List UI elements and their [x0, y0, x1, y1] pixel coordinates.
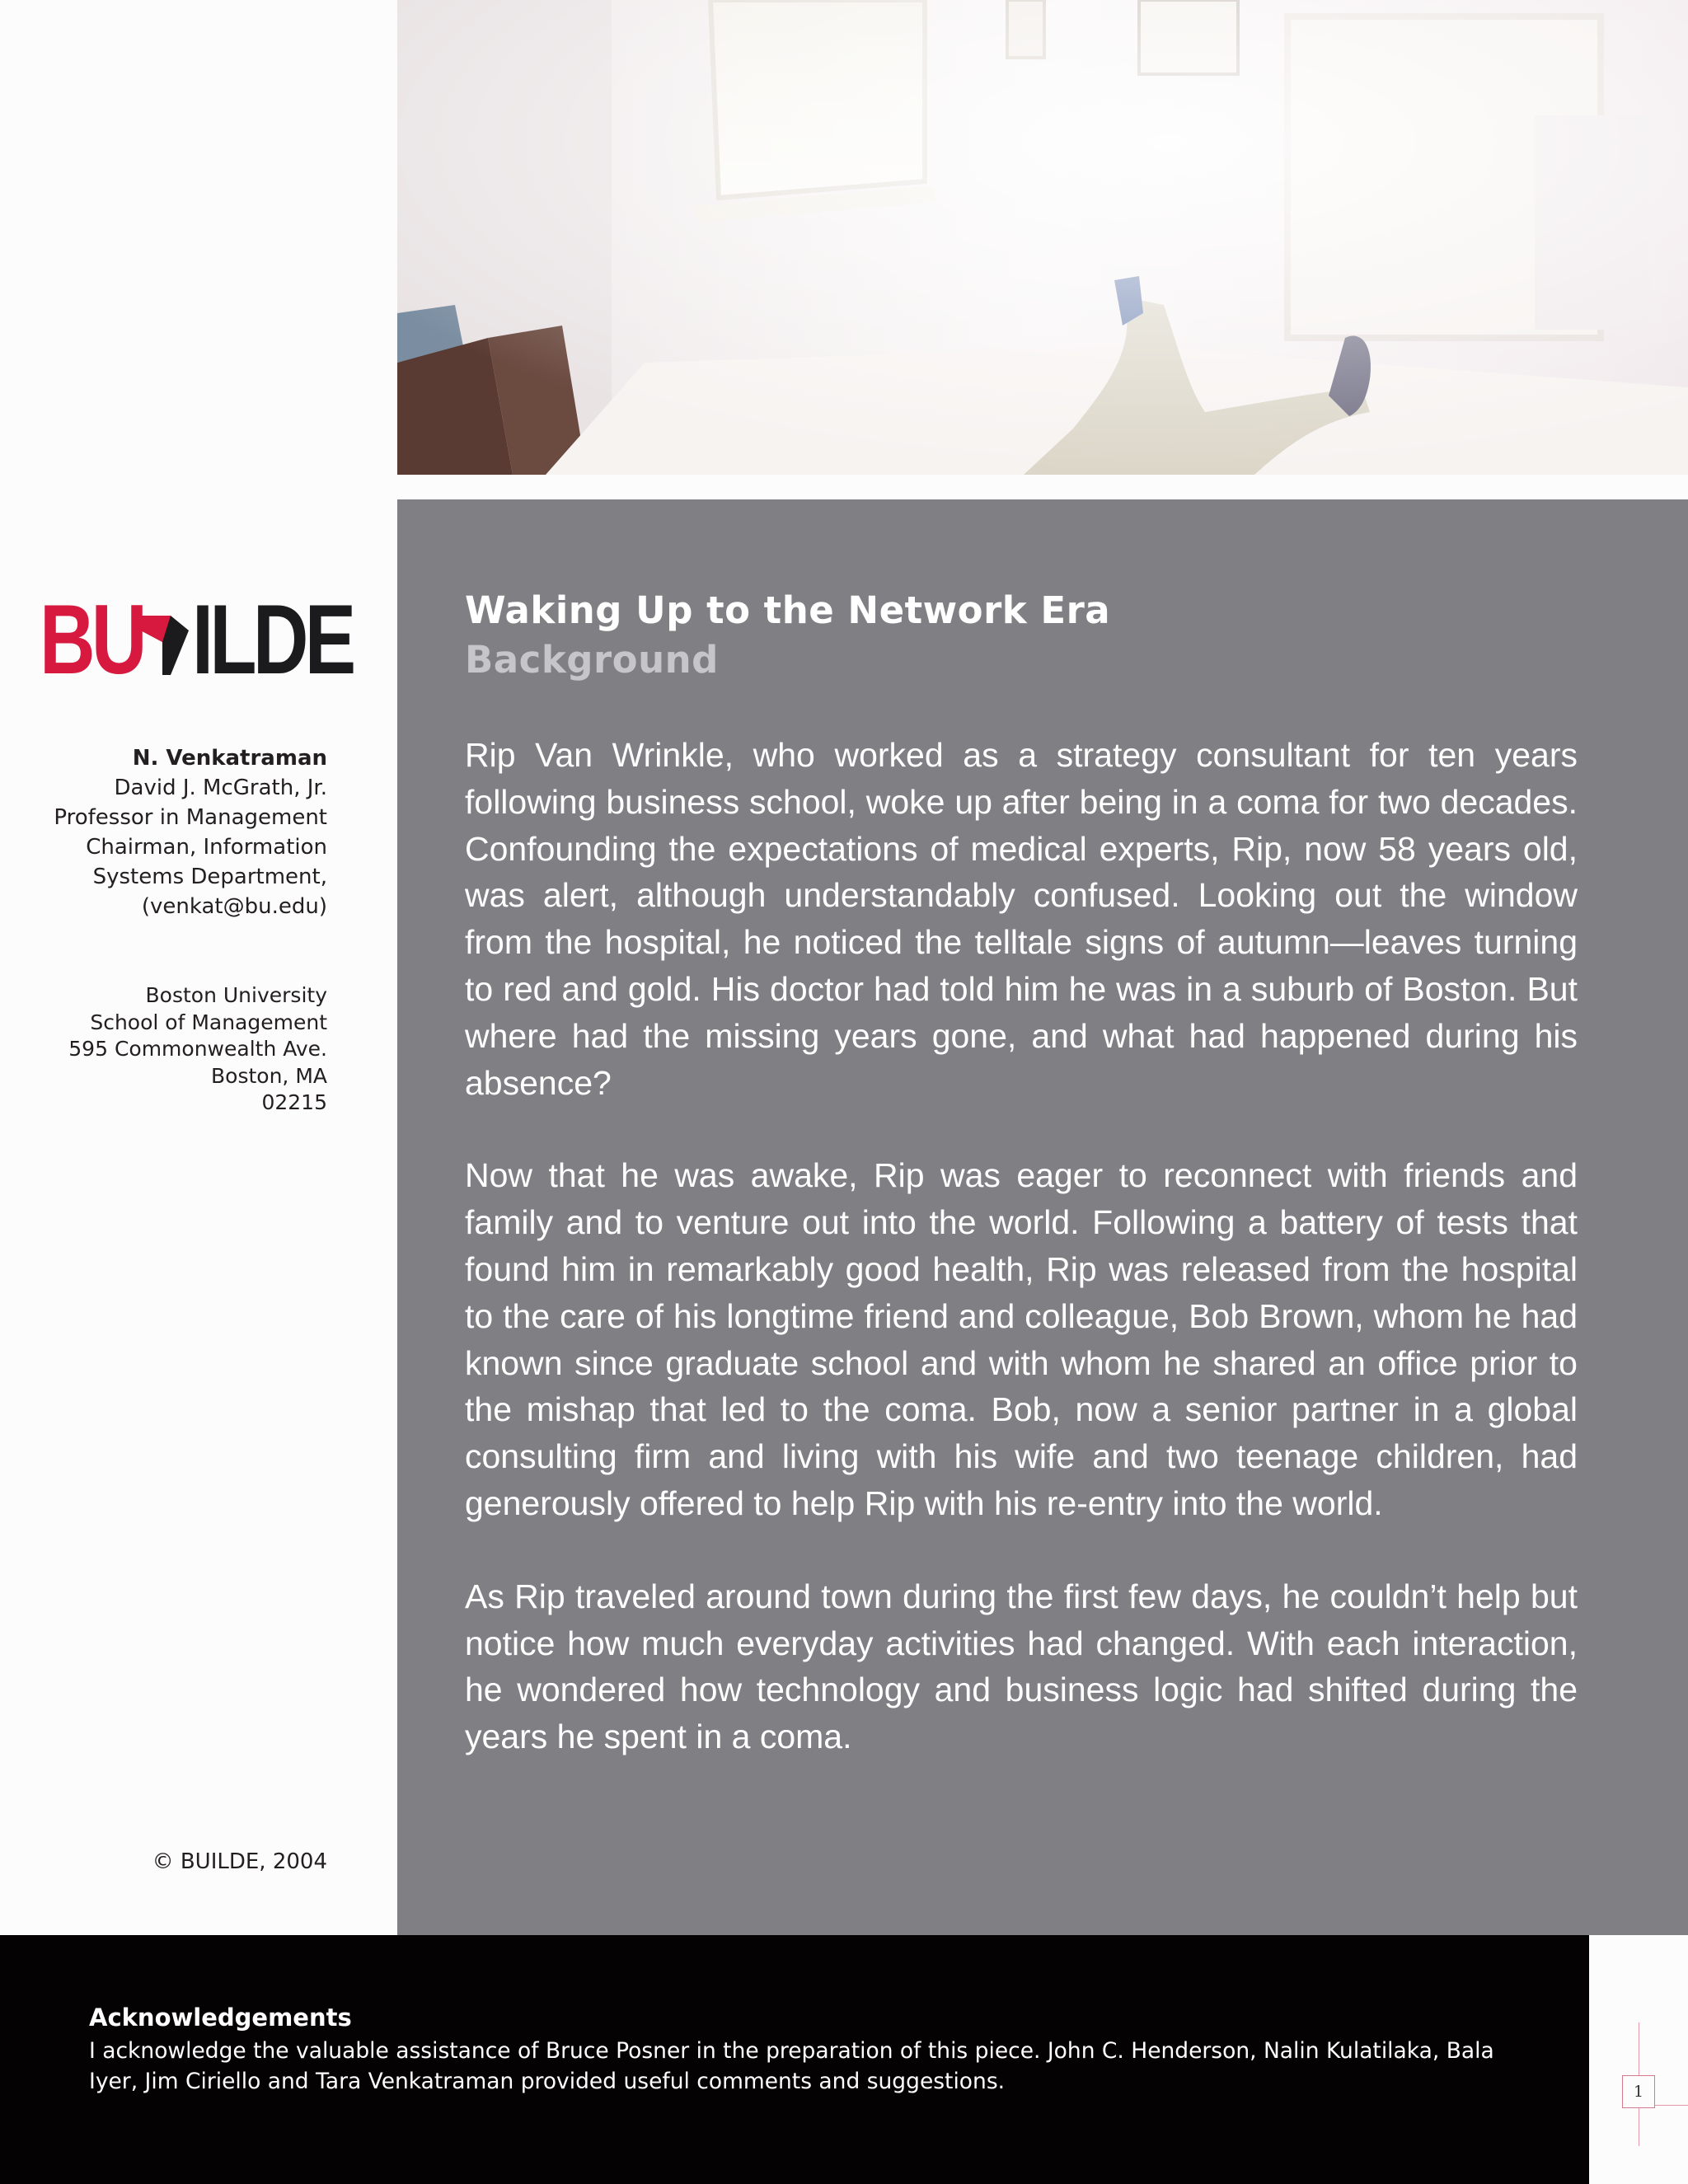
author-email: (venkat@bu.edu): [141, 894, 327, 919]
address-block: [0, 982, 327, 1117]
acknowledgements-text: I acknowledge the valuable assistance of Bruce Posner in the preparation of this piece. John C. Henderson, Nalin Kulatilaka, Bala Iyer, Jim Ciriello and Tara Venkatraman provided useful comments and suggestions.: [89, 2038, 1494, 2094]
logo-text-bu: BU: [40, 584, 143, 695]
copyright-notice: © BUILDE, 2004: [152, 1849, 327, 1874]
body-paragraph: Now that he was awake, Rip was eager to reconnect with friends and family and to venture out into the world. Following a battery of tests that found him in remarkably good health, Rip was released from the hospital to the care of his longtime friend and colleague, Bob Brown, whom he had known since graduate school and with whom he shared an office prior to the mishap that led to the coma. Bob, now a senior partner in a global consulting firm and living with his wife and two teenage children, had generously offered to help Rip with his re-entry into the world.: [465, 1156, 1578, 1522]
content-panel: [397, 499, 1688, 1935]
article-body: [465, 732, 1578, 1807]
acknowledgements-title: Acknowledgements: [89, 2004, 352, 2032]
author-line: Chairman, Information: [86, 835, 327, 860]
logo-mark-icon: [138, 599, 195, 681]
author-line: Professor in Management: [54, 805, 327, 830]
address-line: 595 Commonwealth Ave.: [68, 1037, 327, 1061]
logo-text-ilde: ILDE: [192, 584, 353, 695]
address-line: 02215: [261, 1090, 327, 1114]
page-marker: [1589, 1935, 1688, 2184]
page-number: 1: [1622, 2075, 1655, 2108]
author-line: David J. McGrath, Jr.: [114, 776, 327, 800]
address-line: School of Management: [90, 1010, 327, 1034]
body-paragraph: Rip Van Wrinkle, who worked as a strategy consultant for ten years following business school, woke up after being in a coma for two decades. Confounding the expectations of medical experts, Rip, now 58 years old, was alert, although understandably confused. Looking out the window from the hospital, he noticed the telltale signs of autumn—leaves turning to red and gold. His doctor had told him he was in a suburb of Boston. But where had the missing years gone, and what had happened during his absence?: [465, 736, 1578, 1102]
author-line: Systems Department,: [92, 865, 327, 889]
body-paragraph: As Rip traveled around town during the first few days, he couldn’t help but notice how much everyday activities had changed. With each interaction, he wondered how technology and business logic had shifted during the years he spent in a coma.: [465, 1577, 1578, 1756]
address-line: Boston, MA: [211, 1063, 327, 1088]
address-line: Boston University: [145, 983, 327, 1007]
author-name: N. Venkatraman: [132, 746, 327, 771]
hero-illustration: [397, 0, 1688, 475]
article-title: Waking Up to the Network Era: [465, 588, 1111, 632]
builde-logo: [40, 584, 369, 695]
hero-photo: [397, 0, 1688, 475]
article-subtitle: Background: [465, 638, 719, 682]
author-block: [0, 743, 327, 921]
acknowledgements-footer: [0, 1935, 1589, 2184]
